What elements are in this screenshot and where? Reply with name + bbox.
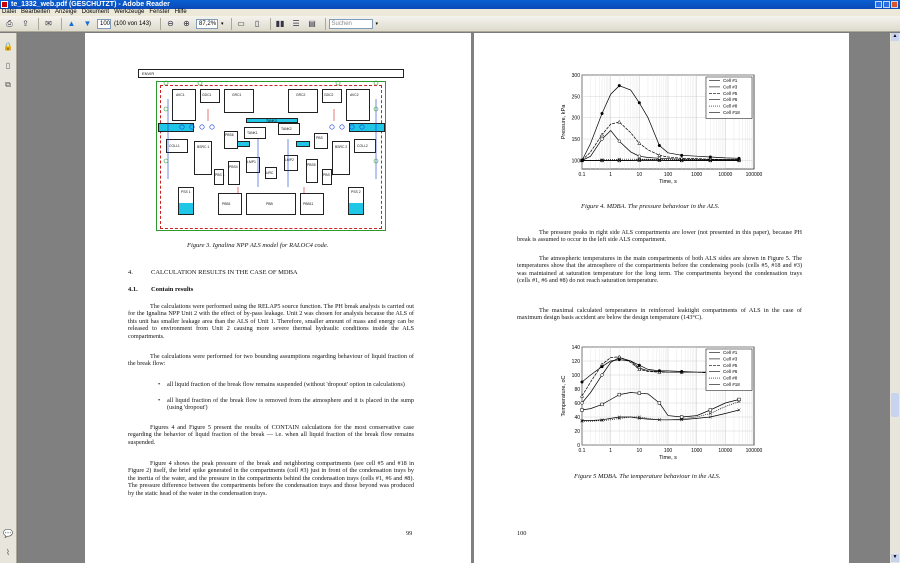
separator bbox=[38, 18, 39, 30]
separator bbox=[160, 18, 161, 30]
urc-label: URC bbox=[266, 171, 274, 175]
scrollbar-thumb[interactable] bbox=[891, 393, 899, 417]
lmp1-label: LMP1 bbox=[247, 160, 256, 164]
data-point bbox=[709, 409, 712, 412]
previous-page-icon[interactable]: ▲ bbox=[67, 19, 76, 28]
zoom-select[interactable]: 87,2% bbox=[196, 19, 218, 29]
menu-hilfe[interactable]: Hilfe bbox=[174, 9, 187, 15]
y-tick-label: 140 bbox=[571, 345, 580, 351]
x-tick-label: 100000 bbox=[745, 172, 763, 178]
bullet-1: all liquid fraction of the break flow remains suspended (without 'dropout' option in calculations) bbox=[167, 381, 405, 388]
pbs4-label: PBS4 bbox=[229, 165, 238, 169]
data-point bbox=[581, 402, 584, 405]
y-tick-label: 0 bbox=[577, 443, 580, 449]
y-tick-label: 120 bbox=[571, 359, 580, 365]
read-mode-icon[interactable]: ▤ bbox=[308, 19, 316, 28]
y-tick-label: 300 bbox=[571, 73, 580, 79]
pbb1-label: PBB1 bbox=[222, 202, 231, 206]
avc2-label: AVC2 bbox=[350, 93, 359, 97]
document-viewer[interactable] bbox=[18, 33, 900, 563]
paragraph-4: Figure 4 shows the peak pressure of the break and neighboring compartments (see cell #5 and #18 in Figure 2) itself, the brief spike generated in the compartments (cell #3) just in front of the condensation trays by the inertia of the water, and the pressure in the compartments behind the condensation trays (cells #1, #6 and #8). The pressure difference between the compartments before the condensation trays and those beyond was produced by the static head of the water in the condensation trays. bbox=[128, 460, 414, 497]
tank1-label: TANK1 bbox=[247, 131, 258, 135]
page-99 bbox=[85, 33, 471, 563]
right-paragraph-3: The maximal calculated temperatures in reinforced leaktight compartments of ALS in the case of maximum design basis accident are below the design temperature (143°C). bbox=[517, 307, 802, 322]
data-point bbox=[658, 144, 661, 147]
bsrc2-label: BSRC 2 bbox=[335, 145, 348, 149]
tank3-label: TANK3 bbox=[266, 119, 277, 123]
pbs5-label: PBS5 bbox=[307, 163, 316, 167]
lmp2-label: LMP2 bbox=[285, 158, 294, 162]
next-page-icon[interactable]: ▼ bbox=[83, 19, 92, 28]
menu-datei[interactable]: Datei bbox=[2, 9, 17, 15]
x-tick-label: 10 bbox=[636, 172, 643, 178]
pressure-chart bbox=[556, 71, 764, 193]
data-point bbox=[618, 84, 621, 87]
page-count: (100 von 143) bbox=[114, 20, 152, 27]
data-point bbox=[680, 370, 683, 373]
scroll-down-button[interactable]: ▼ bbox=[892, 554, 898, 560]
x-tick-label: 100000 bbox=[745, 448, 763, 454]
continuous-view-icon[interactable]: ☰ bbox=[292, 19, 300, 28]
data-point bbox=[738, 157, 741, 160]
temperature-chart bbox=[556, 343, 764, 469]
legend-label: Cell #5 bbox=[723, 90, 738, 96]
coll2-label: COLL2 bbox=[357, 144, 368, 148]
menu-bar bbox=[0, 9, 900, 16]
print-icon[interactable]: ⎙ bbox=[6, 18, 13, 28]
y-axis-label: Pressure, kPa bbox=[561, 104, 567, 140]
separator bbox=[270, 18, 271, 30]
data-point bbox=[618, 358, 621, 361]
search-options-icon[interactable]: ▾ bbox=[375, 20, 379, 27]
vertical-scrollbar[interactable] bbox=[890, 33, 900, 563]
grc1-label: GRC1 bbox=[232, 93, 242, 97]
toolbar bbox=[0, 16, 900, 32]
menu-anzeige[interactable]: Anzeige bbox=[55, 9, 77, 15]
x-tick-label: 100 bbox=[663, 172, 673, 178]
coll1-label: COLL1 bbox=[169, 144, 180, 148]
bsrc1-label: BSRC 1 bbox=[197, 145, 210, 149]
legend-label: Cell #1 bbox=[723, 78, 738, 83]
data-point bbox=[581, 381, 584, 384]
subsection-number: 4.1. bbox=[128, 286, 138, 293]
legend-label: Cell #8 bbox=[723, 103, 738, 109]
menu-fenster[interactable]: Fenster bbox=[149, 9, 170, 15]
window-title: te_1332_web.pdf (GESCHÜTZT) - Adobe Reader bbox=[11, 1, 170, 8]
x-tick-label: 0.1 bbox=[578, 172, 586, 178]
legend-label: Cell #18 bbox=[723, 382, 740, 387]
section-4-number: 4. bbox=[128, 269, 133, 276]
section-4-title: CALCULATION RESULTS IN THE CASE OF MDBA bbox=[151, 269, 298, 276]
data-point bbox=[638, 364, 641, 367]
data-point bbox=[601, 112, 604, 115]
pbb11-label: PBB11 bbox=[303, 202, 314, 206]
legend-label: Cell #3 bbox=[723, 356, 738, 362]
y-tick-label: 100 bbox=[571, 158, 580, 165]
pss1-label: PSS 1 bbox=[181, 190, 191, 194]
data-point bbox=[581, 409, 584, 412]
chevron-down-icon[interactable]: ▾ bbox=[221, 20, 224, 27]
legend-label: Cell #8 bbox=[723, 375, 738, 381]
attachments-icon[interactable]: ⧉ bbox=[5, 79, 11, 89]
comments-icon[interactable]: 💬 bbox=[3, 529, 13, 538]
grc2-label: GRC2 bbox=[296, 93, 306, 97]
fit-width-icon[interactable]: ▭ bbox=[237, 19, 245, 28]
figure-3-connections bbox=[138, 69, 404, 237]
maximize-button[interactable] bbox=[883, 1, 890, 8]
pbs6-label: PBS6 bbox=[225, 133, 234, 137]
legend-label: Cell #18 bbox=[723, 110, 740, 115]
x-axis-label: Time, s bbox=[659, 455, 677, 461]
envir-label: ENVIR bbox=[142, 71, 155, 76]
two-page-view-icon[interactable]: ▮▮ bbox=[275, 19, 285, 28]
zoom-in-icon[interactable]: ⊕ bbox=[183, 19, 190, 28]
temperature-chart-svg bbox=[556, 343, 764, 469]
gdc2-label: GDC2 bbox=[324, 93, 334, 97]
paragraph-1: The calculations were performed using the RELAP5 source function. The PH break analysis is carried out for the Ignalina NPP Unit 2 with the effect of by-pass leakage. Unit 2 was chosen for analysis because the ALS of this unit has smaller leakage area than the ALS of Unit 1. Therefore, smaller amount of mass and energy can be released to environment from Unit 2 causing more severe thermal hydraulic conditions inside the ALS compartments. bbox=[128, 303, 414, 340]
x-tick-label: 1 bbox=[609, 172, 613, 178]
x-tick-label: 1 bbox=[609, 448, 613, 454]
share-icon[interactable]: ⇪ bbox=[22, 19, 29, 28]
pss2-label: PSS 2 bbox=[351, 190, 361, 194]
legend-label: Cell #6 bbox=[723, 369, 738, 375]
menu-dokument[interactable]: Dokument bbox=[81, 9, 110, 15]
subsection-title: Contain results bbox=[151, 286, 194, 293]
menu-bearbeiten[interactable]: Bearbeiten bbox=[21, 9, 51, 15]
minimize-button[interactable] bbox=[875, 1, 882, 8]
x-tick-label: 1000 bbox=[691, 448, 703, 454]
data-point bbox=[618, 393, 621, 396]
scroll-up-button[interactable]: ▲ bbox=[892, 33, 898, 39]
legend-label: Cell #6 bbox=[723, 97, 738, 103]
x-tick-label: 1000 bbox=[691, 172, 703, 178]
right-paragraph-1: The pressure peaks in right side ALS compartments are lower (not presented in this paper), because PH break is assumed to occur in the left side ALS compartment. bbox=[517, 229, 802, 244]
y-tick-label: 250 bbox=[571, 94, 580, 101]
window-titlebar bbox=[0, 0, 900, 9]
data-point bbox=[618, 140, 621, 143]
y-tick-label: 60 bbox=[574, 401, 580, 407]
pressure-chart-svg bbox=[556, 71, 764, 193]
legend-label: Cell #1 bbox=[723, 350, 738, 355]
separator bbox=[231, 18, 232, 30]
bullet-2: all liquid fraction of the break flow is removed from the atmosphere and it is placed in the sump (using 'dropout') bbox=[167, 397, 414, 412]
bullet-dot: • bbox=[158, 381, 161, 388]
data-point bbox=[658, 402, 661, 405]
lock-icon[interactable]: 🔒 bbox=[3, 42, 13, 51]
pbs2-label: PBS 2 bbox=[323, 173, 333, 177]
legend-label: Cell #3 bbox=[723, 84, 738, 90]
gdc1-label: GDC1 bbox=[202, 93, 212, 97]
data-point bbox=[601, 403, 604, 406]
y-tick-label: 20 bbox=[574, 429, 580, 435]
x-tick-label: 100 bbox=[663, 448, 673, 454]
data-point bbox=[658, 369, 661, 372]
y-tick-label: 40 bbox=[574, 415, 580, 421]
email-icon[interactable]: ✉ bbox=[45, 19, 52, 28]
paragraph-2: The calculations were performed for two bounding assumptions regarding behaviour of liquid fraction of the break flow: bbox=[128, 353, 414, 368]
y-tick-label: 80 bbox=[574, 387, 580, 393]
data-point bbox=[638, 392, 641, 395]
separator bbox=[325, 18, 326, 30]
figure-4-caption: Figure 4. MDBA. The pressure behaviour in the ALS. bbox=[581, 203, 720, 210]
paperclip-icon[interactable]: ⌇ bbox=[6, 548, 10, 557]
separator bbox=[61, 18, 62, 30]
search-input[interactable]: Suchen bbox=[329, 19, 373, 29]
paragraph-3: Figures 4 and Figure 5 present the results of CONTAIN calculations for the most conservative case regarding the behavior of liquid fraction of the break — i.e. when all liquid fraction of the break flow remains suspended. bbox=[128, 424, 414, 446]
pbs-label: PBS bbox=[316, 136, 323, 140]
y-axis-label: Temperature, oC bbox=[561, 375, 567, 417]
data-point bbox=[581, 159, 584, 162]
page-number-right: 100 bbox=[517, 530, 527, 537]
data-point bbox=[709, 156, 712, 159]
avc1-label: AVC1 bbox=[176, 93, 185, 97]
x-tick-label: 10000 bbox=[718, 448, 733, 454]
adobe-reader-icon bbox=[1, 1, 8, 8]
y-tick-label: 150 bbox=[571, 137, 580, 144]
x-axis-label: Time, s bbox=[659, 179, 677, 185]
pages-icon[interactable]: ▯ bbox=[5, 61, 11, 70]
data-point bbox=[601, 365, 604, 368]
close-button[interactable] bbox=[891, 1, 898, 8]
figure-3-als-model bbox=[138, 69, 404, 237]
zoom-out-icon[interactable]: ⊖ bbox=[167, 19, 174, 28]
page-number-input[interactable]: 100 bbox=[97, 19, 111, 29]
figure-5-caption: Figure 5 MDBA. The temperature behaviour in the ALS. bbox=[574, 473, 721, 480]
data-point bbox=[601, 374, 604, 377]
bullet-dot: • bbox=[158, 397, 161, 404]
y-tick-label: 100 bbox=[571, 373, 580, 379]
data-point bbox=[638, 101, 641, 104]
tank2-label: TANK2 bbox=[281, 127, 292, 131]
x-tick-label: 0.1 bbox=[578, 448, 586, 454]
page-100 bbox=[474, 33, 849, 563]
fit-page-icon[interactable]: ▯ bbox=[254, 19, 260, 28]
x-tick-label: 10 bbox=[636, 448, 643, 454]
navigation-panel bbox=[0, 33, 17, 563]
data-point bbox=[601, 138, 604, 141]
right-paragraph-2: The atmospheric temperatures in the main compartments of both ALS sides are shown in Figure 5. The temperatures show that the atmosphere of the compartments before the condensing pools (cells #5, #18 and #3) was maintained at saturation temperature for the long term. The compartments beyond the condensation trays (cells #1, #6 and #8) do not reach saturation temperature. bbox=[517, 255, 802, 285]
x-tick-label: 10000 bbox=[718, 172, 733, 178]
page-number-left: 99 bbox=[406, 530, 413, 537]
menu-werkzeuge[interactable]: Werkzeuge bbox=[114, 9, 145, 15]
pbs1-label: PBS 1 bbox=[215, 173, 225, 177]
pbb-label: PBB bbox=[266, 202, 273, 206]
legend-label: Cell #5 bbox=[723, 362, 738, 368]
data-point bbox=[638, 155, 641, 158]
y-tick-label: 200 bbox=[571, 115, 580, 122]
figure-3-caption: Figure 3. Ignalina NPP ALS model for RALOC4 code. bbox=[187, 242, 329, 249]
data-point bbox=[680, 154, 683, 157]
